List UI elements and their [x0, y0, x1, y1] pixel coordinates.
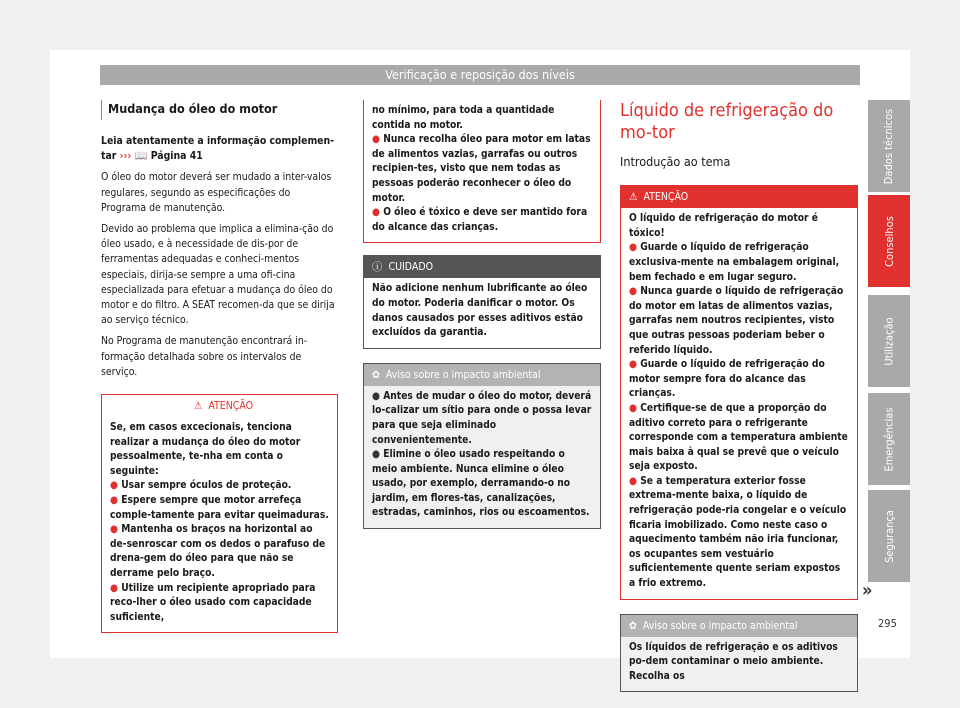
subsection-title: Introdução ao tema: [620, 154, 731, 169]
list-item: ● Mantenha os braços na horizontal ao de-senroscar com os dedos o parafuso de drena-gem do óleo para que não se derrame pelo braço.: [110, 524, 326, 579]
warning-triangle-icon: ⚠: [193, 400, 203, 413]
environment-icon: ✿: [372, 368, 380, 381]
list-item: ● Antes de mudar o óleo do motor, deverá lo-calizar um sítio para onde o possa levar para que seja eliminado convenientemente.: [372, 390, 592, 446]
tab-dados-tecnicos[interactable]: Dados técnicos: [868, 100, 910, 192]
warning-header: ⚠ ATENÇÃO: [102, 395, 337, 417]
tab-emergencias[interactable]: Emergências: [868, 393, 910, 485]
warning-box: [101, 394, 338, 633]
warning-body: [102, 417, 337, 632]
warning-intro: O líquido de refrigeração do motor é tóxico!: [629, 213, 818, 239]
list-item: ● Nunca recolha óleo para motor em latas de alimentos vazias, garrafas ou outros recipien-tes, visto que nem todas as pessoas poderão reconhecer o óleo do motor.: [372, 134, 591, 204]
caution-body: Não adicione nenhum lubrificante ao óleo do motor. Poderia danificar o motor. Os danos causados por esses aditivos estão excluídos da garantia.: [372, 283, 588, 339]
environment-header: ✿ Aviso sobre o impacto ambiental: [364, 364, 600, 386]
page-link[interactable]: Página 41: [150, 150, 203, 163]
warning-body: [621, 208, 857, 598]
caution-header: ⓘ CUIDADO: [364, 256, 600, 278]
warning-body-continued: [364, 100, 600, 242]
info-circle-icon: ⓘ: [372, 261, 383, 274]
book-icon: 📖: [134, 150, 148, 163]
warning-box-continued: [363, 100, 601, 243]
chapter-title: Líquido de refrigeração do mo-tor: [620, 100, 834, 143]
column-1: [101, 100, 338, 633]
environment-header: ✿ Aviso sobre o impacto ambiental: [621, 615, 857, 637]
page-number: 295: [878, 617, 897, 630]
paragraph-2: Devido ao problema que implica a elimina-ção do óleo usado, e à necessidade de dis-por de ferramentas adequadas e conheci-mentos especiais, dirija-se sempre a uma ofi-cina especializada para efetuar a mudança do óleo do motor e do filtro. A SEAT recomen-da que se dirija ao serviço técnico.: [101, 223, 335, 327]
tab-utilizacao[interactable]: Utilização: [868, 295, 910, 387]
environment-body: [364, 386, 600, 528]
list-item: ● Nunca guarde o líquido de refrigeração do motor em latas de alimentos vazias, garrafas nem noutros recipientes, visto que outras pessoas poderiam beber o referido líquido.: [629, 286, 844, 356]
section-heading: Mudança do óleo do motor: [101, 100, 338, 120]
environment-box: [363, 363, 601, 529]
list-item: ● Elimine o óleo usado respeitando o meio ambiente. Nunca elimine o óleo usado, por exemplo, derramando-o no jardim, em flores-tas, canalizações, estradas, caminhos, rios ou escoamentos.: [372, 449, 590, 519]
warning-triangle-icon: ⚠: [629, 191, 638, 204]
warning-cont-text: no mínimo, para toda a quantidade contida no motor.: [372, 105, 555, 131]
coolant-warning-box: [620, 185, 858, 599]
list-item: ● Espere sempre que motor arrefeça comple-tamente para evitar queimaduras.: [110, 495, 329, 521]
continue-marker: »: [862, 580, 873, 601]
list-item: ● Certifique-se de que a proporção do aditivo correto para o refrigerante corresponde com a temperatura ambiente mais baixa à qual se prevê que o veículo seja exposto.: [629, 402, 848, 473]
environment-icon: ✿: [629, 619, 637, 632]
environment-box: [620, 614, 858, 693]
intro-paragraph: Leia atentamente a informação complemen-tar ››› 📖 Página 41: [101, 135, 335, 163]
list-item: ● Usar sempre óculos de proteção.: [110, 480, 292, 492]
warning-header: ⚠ ATENÇÃO: [621, 186, 857, 208]
warning-intro: Se, em casos excecionais, tenciona realizar a mudança do óleo do motor pessoalmente, te-nha em conta o seguinte:: [110, 422, 301, 477]
environment-body: Os líquidos de refrigeração e os aditivos po-dem contaminar o meio ambiente. Recolha os: [621, 637, 857, 692]
list-item: ● Utilize um recipiente apropriado para reco-lher o óleo usado com capacidade suficiente,: [110, 582, 316, 623]
caution-box: [363, 255, 601, 348]
tab-seguranca[interactable]: Segurança: [868, 490, 910, 582]
list-item: ● Se a temperatura exterior fosse extrema-mente baixa, o líquido de refrigeração pode-ria congelar e o veículo ficaria imobilizado. Como neste caso o aquecimento também não iria funcionar, os ocupantes sem vestuário suficientemente quente seriam expostos a frio extremo.: [629, 475, 847, 590]
column-2: [363, 100, 601, 529]
reference-arrows-icon: ›››: [119, 150, 132, 163]
page-header: Verificação e reposição dos níveis: [100, 65, 860, 85]
list-item: ● Guarde o líquido de refrigeração do motor sempre fora do alcance das crianças.: [629, 359, 825, 400]
paragraph-3: No Programa de manutenção encontrará in-formação detalhada sobre os intervalos de serviço.: [101, 335, 308, 378]
column-3: [620, 100, 858, 692]
list-item: ● O óleo é tóxico e deve ser mantido fora do alcance das crianças.: [372, 207, 588, 233]
list-item: ● Guarde o líquido de refrigeração exclusiva-mente na embalagem original, bem fechado e em lugar seguro.: [629, 242, 840, 283]
paragraph-1: O óleo do motor deverá ser mudado a inter-valos regulares, segundo as especificações do Programa de manutenção.: [101, 171, 332, 214]
tab-conselhos[interactable]: Conselhos: [868, 195, 910, 287]
